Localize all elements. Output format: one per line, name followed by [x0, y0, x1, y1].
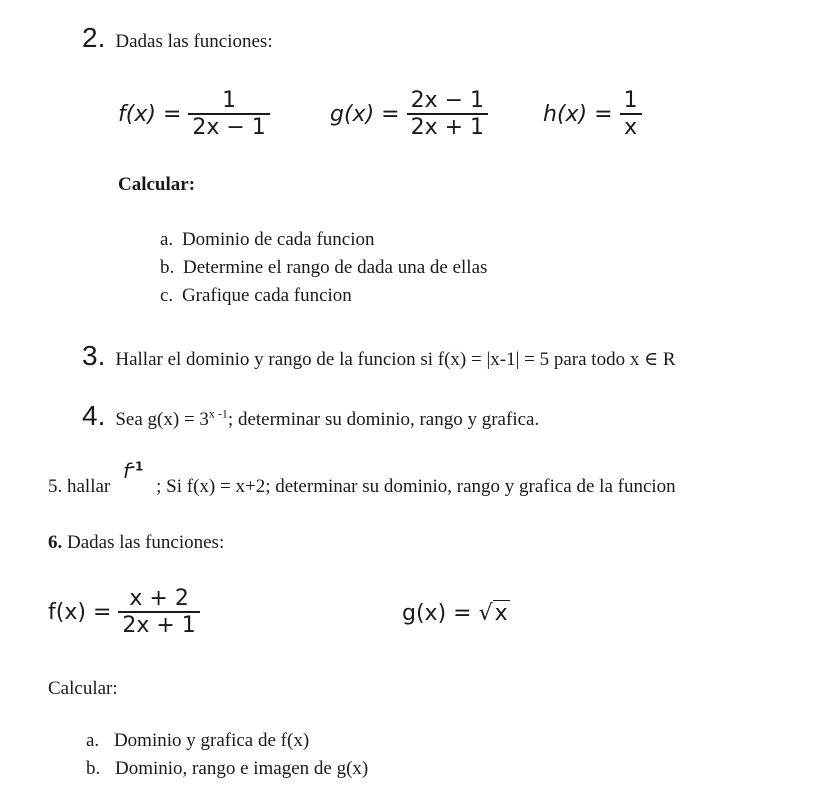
- p6-f-formula: [48, 586, 200, 638]
- p6-item-a: [86, 730, 309, 752]
- p2-h-fraction: [620, 88, 642, 140]
- p6-f-lhs: f(x): [48, 599, 86, 625]
- problem-6-number: 6.: [48, 532, 63, 553]
- problem-2-heading: [82, 22, 273, 54]
- problem-4-exponent: x -1: [208, 406, 228, 421]
- p2-g-formula: [330, 88, 488, 140]
- problem-5-inverse: [123, 459, 143, 483]
- p6-item-b-label: b.: [86, 758, 101, 779]
- p6-item-b-text: Dominio, rango e imagen de g(x): [115, 758, 369, 779]
- p6-g-radicand: x: [494, 600, 508, 626]
- p2-item-a-label: a.: [160, 229, 174, 250]
- p6-f-eq: =: [92, 599, 112, 625]
- p6-f-fraction: [118, 586, 199, 638]
- p2-g-fraction: [407, 88, 488, 140]
- problem-6-heading: [48, 532, 224, 554]
- problem-4-pre: Sea g(x) = 3: [115, 409, 209, 430]
- p2-g-eq: =: [381, 101, 400, 127]
- p6-f-denominator: 2x + 1: [122, 613, 196, 638]
- p6-f-numerator: x + 2: [118, 586, 199, 613]
- p2-item-c-label: c.: [160, 285, 174, 306]
- p6-g-eq: =: [453, 600, 472, 626]
- p2-g-lhs: g(x): [330, 101, 375, 127]
- problem-5-inverse-exponent: -1: [130, 459, 144, 474]
- problem-5-post: ; Si f(x) = x+2; determinar su dominio, rango y grafica de la funcion: [156, 476, 676, 497]
- p2-calcular: Calcular:: [118, 174, 196, 195]
- p6-g-sqrt: √x: [478, 600, 508, 626]
- p2-item-c-text: Grafique cada funcion: [181, 285, 352, 306]
- p2-g-denominator: 2x + 1: [410, 115, 485, 140]
- p2-item-b-label: b.: [160, 257, 175, 278]
- problem-5: [48, 459, 676, 498]
- problem-2-intro: Dadas las funciones:: [115, 31, 273, 52]
- problem-3-number: 3.: [82, 340, 106, 371]
- p2-f-lhs: f(x): [118, 101, 156, 127]
- problem-2-number: 2.: [82, 22, 106, 53]
- p6-item-a-text: Dominio y grafica de f(x): [113, 730, 310, 751]
- p2-g-numerator: 2x − 1: [407, 88, 488, 115]
- p6-item-a-label: a.: [86, 730, 100, 751]
- problem-4: [82, 400, 539, 432]
- p2-item-a-text: Dominio de cada funcion: [181, 229, 375, 250]
- p6-g-lhs: g(x): [402, 600, 447, 626]
- problem-6-intro: Dadas las funciones:: [67, 532, 225, 553]
- p2-h-eq: =: [594, 101, 613, 127]
- p6-g-formula: [402, 600, 510, 626]
- p2-f-fraction: [188, 88, 269, 140]
- p2-h-formula: [543, 88, 642, 140]
- p6-calcular: Calcular:: [48, 678, 118, 699]
- p2-h-numerator: 1: [620, 88, 642, 115]
- p2-h-denominator: x: [624, 115, 638, 140]
- problem-3: [82, 340, 676, 372]
- p2-item-c: [160, 285, 352, 307]
- problem-4-number: 4.: [82, 400, 106, 431]
- p2-f-numerator: 1: [188, 88, 269, 115]
- problem-4-post: ; determinar su dominio, rango y grafica.: [227, 409, 540, 430]
- p2-h-lhs: h(x): [543, 101, 588, 127]
- p2-f-eq: =: [162, 101, 182, 127]
- problem-5-pre: 5. hallar: [48, 476, 111, 497]
- p2-item-b: [160, 257, 487, 279]
- p2-item-a: [160, 229, 375, 251]
- problem-5-inverse-base: f: [123, 459, 131, 483]
- problem-3-text: Hallar el dominio y rango de la funcion si f(x) = |x-1| = 5 para todo x ∈ R: [115, 349, 676, 370]
- p2-item-b-text: Determine el rango de dada una de ellas: [183, 257, 488, 278]
- p2-f-denominator: 2x − 1: [192, 115, 266, 140]
- p6-item-b: [86, 758, 368, 780]
- p2-f-formula: [118, 88, 270, 140]
